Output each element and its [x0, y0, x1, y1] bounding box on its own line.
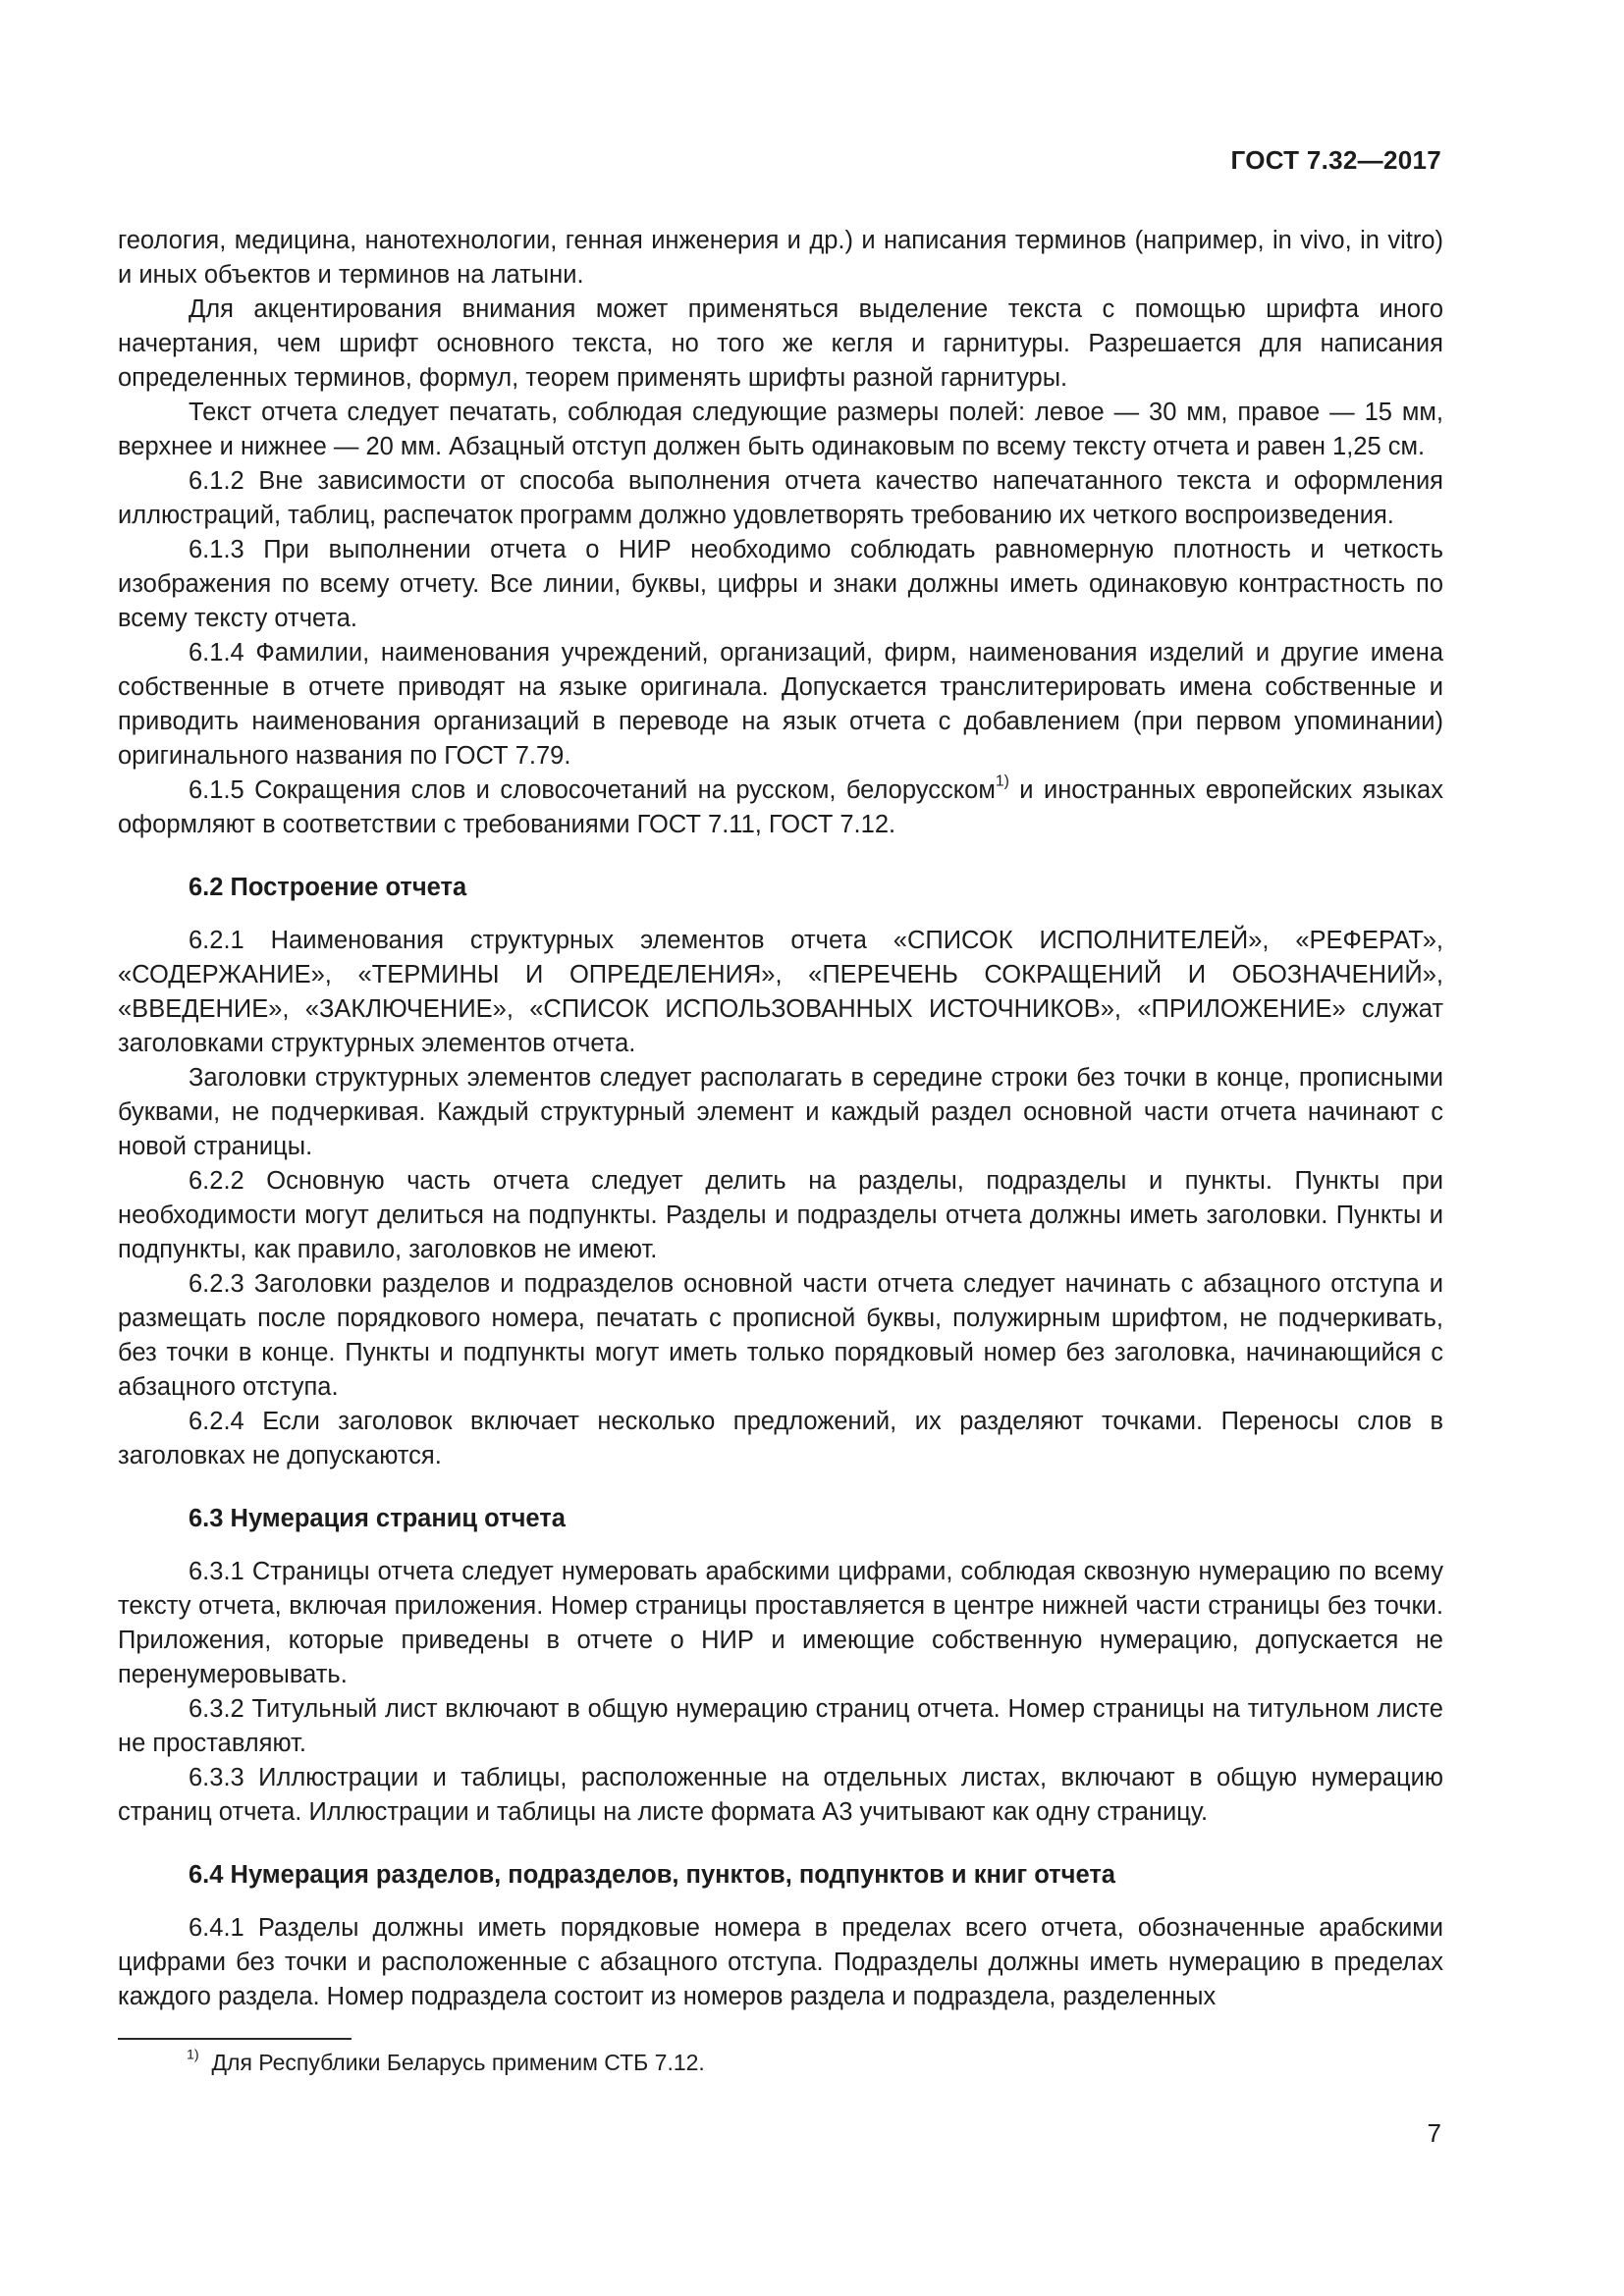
footnote — [187, 2047, 705, 2078]
section-heading-6-3: 6.3 Нумерация страниц отчета — [189, 1505, 566, 1532]
clause-6-3-1: 6.3.1 Страницы отчета следует нумеровать арабскими цифрами, соблюдая сквозную нумерацию по всему тексту отчета, включая приложения. Номер страницы проставляется в центре нижней части страницы без точки. Приложения, которые приведены в отчете о НИР и имеющие собственную нумерацию, допускается не перенумеровывать. — [118, 1558, 1443, 1688]
clause-text: 6.1.5 Сокращения слов и словосочетаний на русском, белорусском — [189, 776, 996, 804]
footnote-reference[interactable]: 1) — [995, 773, 1009, 790]
clause-6-1-4: 6.1.4 Фамилии, наименования учреждений, организаций, фирм, наименования изделий и другие имена собственные в отчете приводят на языке оригинала. Допускается транслитерировать имена собственные и приводить наименования организаций в переводе на язык отчета с добавлением (при первом упоминании) оригинального названия по ГОСТ 7.79. — [118, 639, 1443, 770]
clause-6-2-2: 6.2.2 Основную часть отчета следует делить на разделы, подразделы и пункты. Пункты при необходимости могут делиться на подпункты. Разделы и подразделы отчета должны иметь заголовки. Пункты и подпункты, как правило, заголовков не имеют. — [118, 1167, 1443, 1263]
footnote-marker: 1) — [187, 2047, 199, 2063]
clause-text: и иностранных европейских языках оформляют в соответствии с требованиями ГОСТ 7.11, ГОСТ 7.12. — [118, 776, 1443, 838]
clause-6-2-4: 6.2.4 Если заголовок включает несколько предложений, их разделяют точками. Переносы слов в заголовках не допускаются. — [118, 1408, 1443, 1469]
clause-6-1-3: 6.1.3 При выполнении отчета о НИР необходимо соблюдать равномерную плотность и четкость изображения по всему отчету. Все линии, буквы, цифры и знаки должны иметь одинаковую контрастность по всему тексту отчета. — [118, 536, 1443, 632]
paragraph: геология, медицина, нанотехнологии, генная инженерия и др.) и написания терминов (например, in vivo, in vitro) и иных объектов и терминов на латыни. — [118, 227, 1443, 289]
clause-6-1-5 — [118, 774, 1443, 842]
body-text — [118, 224, 1443, 2014]
paragraph: Заголовки структурных элементов следует располагать в середине строки без точки в конце, прописными буквами, не подчеркивая. Каждый структурный элемент и каждый раздел основной части отчета начинают с новой страницы. — [118, 1064, 1443, 1160]
clause-6-2-1: 6.2.1 Наименования структурных элементов отчета «СПИСОК ИСПОЛНИТЕЛЕЙ», «РЕФЕРАТ», «СОДЕРЖАНИЕ», «ТЕРМИНЫ И ОПРЕДЕЛЕНИЯ», «ПЕРЕЧЕНЬ СОКРАЩЕНИЙ И ОБОЗНАЧЕНИЙ», «ВВЕДЕНИЕ», «ЗАКЛЮЧЕНИЕ», «СПИСОК ИСПОЛЬЗОВАННЫХ ИСТОЧНИКОВ», «ПРИЛОЖЕНИЕ» служат заголовками структурных элементов отчета. — [118, 927, 1443, 1057]
clause-6-3-2: 6.3.2 Титульный лист включают в общую нумерацию страниц отчета. Номер страницы на титульном листе не проставляют. — [118, 1695, 1443, 1757]
clause-6-2-3: 6.2.3 Заголовки разделов и подразделов основной части отчета следует начинать с абзацного отступа и размещать после порядкового номера, печатать с прописной буквы, полужирным шрифтом, не подчеркивать, без точки в конце. Пункты и подпункты могут иметь только порядковый номер без заголовка, начинающийся с абзацного отступа. — [118, 1270, 1443, 1401]
footnote-text: Для Республики Беларусь применим СТБ 7.12. — [211, 2050, 705, 2075]
section-heading-6-4: 6.4 Нумерация разделов, подразделов, пунктов, подпунктов и книг отчета — [189, 1861, 1115, 1889]
clause-6-3-3: 6.3.3 Иллюстрации и таблицы, расположенные на отдельных листах, включают в общую нумерацию страниц отчета. Иллюстрации и таблицы на листе формата А3 учитывают как одну страницу. — [118, 1764, 1443, 1826]
footnote-divider — [118, 2038, 352, 2040]
section-heading-6-2: 6.2 Построение отчета — [189, 874, 467, 901]
document-code-header: ГОСТ 7.32—2017 — [1230, 145, 1441, 175]
page-number: 7 — [1427, 2118, 1441, 2148]
paragraph: Текст отчета следует печатать, соблюдая следующие размеры полей: левое — 30 мм, правое — 15 мм, верхнее и нижнее — 20 мм. Абзацный отступ должен быть одинаковым по всему тексту отчета и равен 1,25 см. — [118, 399, 1443, 460]
clause-6-1-2: 6.1.2 Вне зависимости от способа выполнения отчета качество напечатанного текста и оформления иллюстраций, таблиц, распечаток программ должно удовлетворять требованию их четкого воспроизведения. — [118, 467, 1443, 529]
clause-6-4-1: 6.4.1 Разделы должны иметь порядковые номера в пределах всего отчета, обозначенные арабскими цифрами без точки и расположенные с абзацного отступа. Подразделы должны иметь нумерацию в пределах каждого раздела. Номер подраздела состоит из номеров раздела и подраздела, разделенных — [118, 1914, 1443, 2010]
paragraph: Для акцентирования внимания может применяться выделение текста с помощью шрифта иного начертания, чем шрифт основного текста, но того же кегля и гарнитуры. Разрешается для написания определенных терминов, формул, теорем применять шрифты разной гарнитуры. — [118, 295, 1443, 392]
